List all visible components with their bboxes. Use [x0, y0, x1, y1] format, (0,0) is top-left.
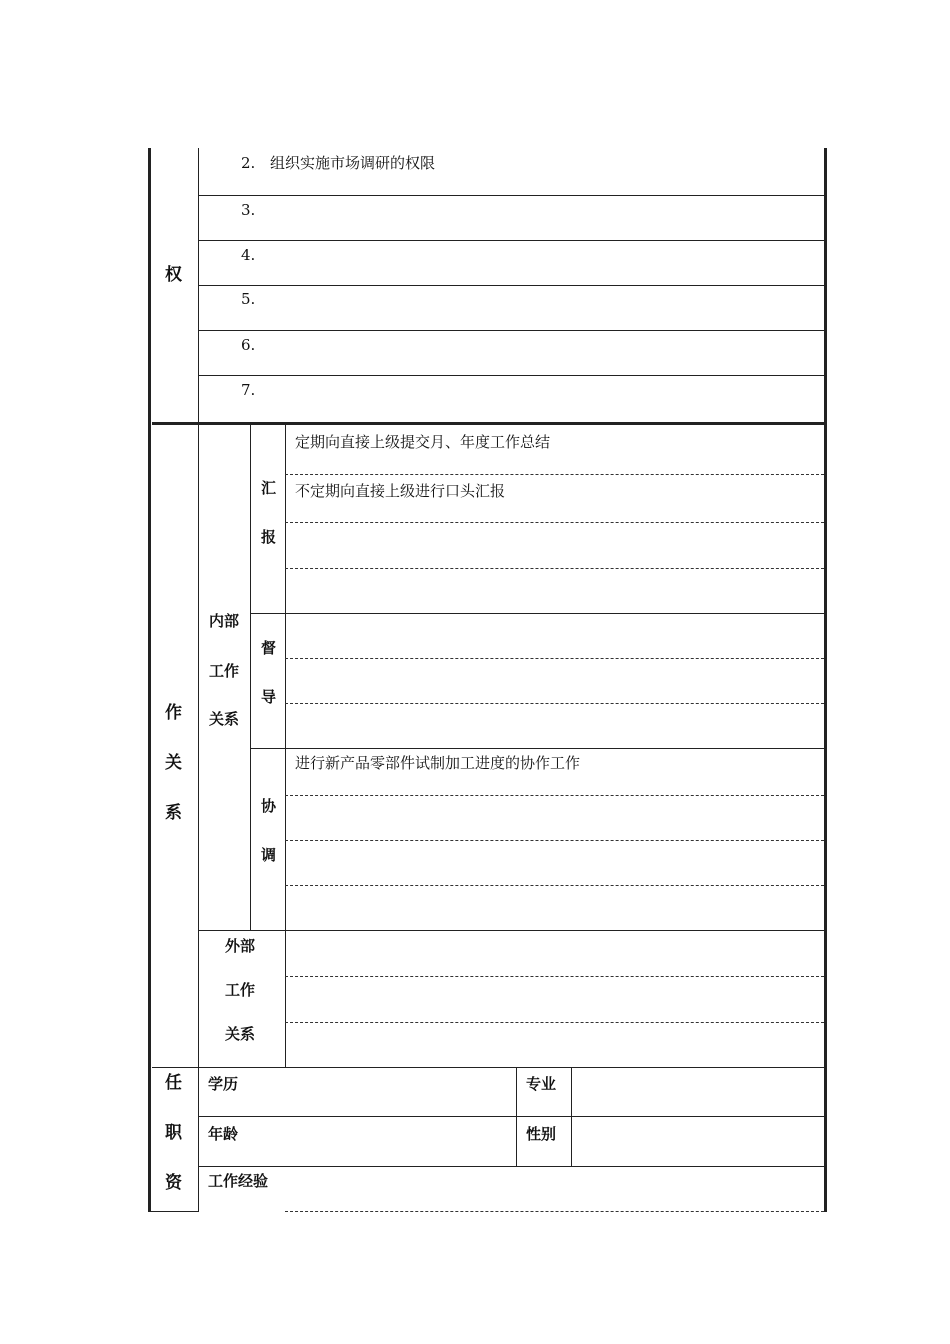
subsection-divider [198, 930, 824, 931]
dashed-row-line [285, 795, 824, 796]
report-row-text: 定期向直接上级提交月、年度工作总结 [295, 433, 551, 451]
qual-row-line [198, 1166, 824, 1167]
qual-row-line [198, 1116, 824, 1117]
authority-item-number: 2. [241, 154, 256, 172]
outer-right-border [824, 148, 827, 1212]
education-label: 学历 [208, 1075, 239, 1093]
outer-left-border [148, 148, 151, 1212]
authority-item-number: 5. [241, 290, 256, 308]
side-column-divider [198, 148, 199, 1212]
bottom-dashed-line [285, 1211, 824, 1212]
qualifications-side-label: 任 [165, 1073, 182, 1093]
report-label: 报 [261, 528, 277, 546]
external-relations-label: 关系 [225, 1025, 256, 1043]
major-label: 专业 [526, 1075, 557, 1093]
external-relations-label: 外部 [225, 937, 256, 955]
external-relations-label: 工作 [225, 981, 256, 999]
subsection-divider [250, 613, 824, 614]
dashed-row-line [285, 840, 824, 841]
bottom-side-line [150, 1211, 198, 1212]
dashed-row-line [285, 976, 824, 977]
content-column-divider [285, 422, 286, 1068]
internal-column-divider [250, 422, 251, 930]
authority-row-line [198, 330, 824, 331]
internal-relations-label: 关系 [209, 710, 240, 728]
dashed-row-line [285, 885, 824, 886]
coordinate-row-text: 进行新产品零部件试制加工进度的协作工作 [295, 754, 581, 772]
report-row-text: 不定期向直接上级进行口头汇报 [295, 482, 506, 500]
internal-relations-label: 工作 [209, 662, 240, 680]
dashed-row-line [285, 568, 824, 569]
authority-item-number: 6. [241, 336, 256, 354]
dashed-row-line [285, 703, 824, 704]
dashed-row-line [285, 1022, 824, 1023]
report-label: 汇 [261, 479, 277, 497]
age-label: 年龄 [208, 1125, 239, 1143]
authority-item-number: 7. [241, 381, 256, 399]
relations-side-label: 作 [165, 703, 182, 723]
dashed-row-line [285, 522, 824, 523]
authority-row-line [198, 195, 824, 196]
section-divider [152, 422, 824, 425]
supervise-label: 导 [261, 688, 277, 706]
qualifications-side-label: 资 [165, 1173, 182, 1193]
dashed-row-line [285, 474, 824, 475]
authority-item-number: 4. [241, 246, 256, 264]
section-divider [152, 1067, 824, 1068]
authority-item-text: 组织实施市场调研的权限 [270, 154, 436, 172]
authority-item-number: 3. [241, 201, 256, 219]
relations-side-label: 系 [165, 803, 182, 823]
supervise-label: 督 [261, 639, 277, 657]
authority-row-line [198, 375, 824, 376]
coordinate-label: 协 [261, 797, 277, 815]
subsection-divider [250, 748, 824, 749]
internal-relations-label: 内部 [209, 612, 240, 630]
authority-side-label: 权 [165, 265, 182, 285]
coordinate-label: 调 [261, 846, 277, 864]
qualifications-side-label: 职 [165, 1123, 182, 1143]
dashed-row-line [285, 658, 824, 659]
gender-label: 性别 [526, 1125, 557, 1143]
relations-side-label: 关 [165, 753, 182, 773]
authority-row-line [198, 240, 824, 241]
authority-row-line [198, 285, 824, 286]
experience-label: 工作经验 [208, 1172, 269, 1190]
